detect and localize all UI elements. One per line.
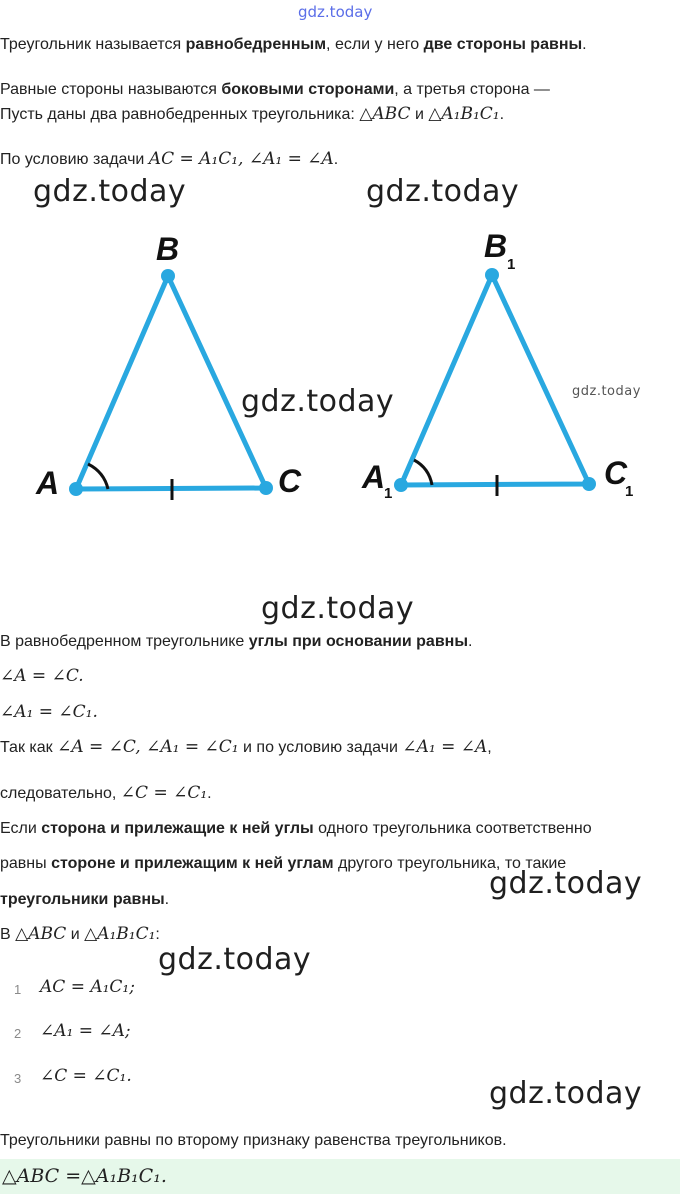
vertex-c-label: C [278, 463, 302, 499]
watermark-small: gdz.today [572, 384, 641, 399]
text: другого треугольника, то такие [333, 855, 567, 872]
angle-a-arc [88, 464, 108, 489]
text: Пусть даны два равнобедренных треугольника: [0, 106, 360, 123]
given-paragraph [0, 103, 504, 126]
math-expression: ∠A₁ = ∠A [402, 737, 488, 757]
bold-term: стороне и прилежащим к ней углам [51, 855, 334, 872]
text: , [487, 739, 492, 756]
text: : [155, 926, 160, 943]
vertex-c-dot [259, 481, 273, 495]
definition-paragraph [0, 34, 587, 56]
text: Равные стороны называются [0, 81, 222, 98]
theorem-paragraph-line3 [0, 889, 169, 911]
triangles-intro-paragraph [0, 923, 160, 946]
vertex-a1-dot [394, 478, 408, 492]
list-item-text: ∠C = ∠C₁. [40, 1066, 132, 1086]
sides-paragraph [0, 79, 550, 101]
vertex-c1-dot [582, 477, 596, 491]
text: , а третья сторона — [394, 81, 550, 98]
watermark-top: gdz.today [298, 3, 373, 21]
list-item-number: 2 [14, 1026, 22, 1041]
triangle-a1b1c1-sides [401, 275, 589, 485]
angle-a1-arc [414, 460, 432, 485]
list-item-number: 1 [14, 982, 22, 997]
property-paragraph [0, 631, 472, 653]
bold-term: равнобедренным [185, 36, 327, 53]
text: В равнобедренном треугольнике [0, 633, 249, 650]
text: и по условию задачи [238, 739, 403, 756]
theorem-paragraph-line1 [0, 818, 592, 840]
equation-angles-abc: ∠A = ∠C. [0, 666, 84, 686]
vertex-a1-label: A [362, 459, 386, 495]
text: . [207, 785, 212, 802]
text: , если у него [326, 36, 424, 53]
bold-term: сторона и прилежащие к ней углы [41, 820, 314, 837]
vertex-b-label: B [156, 231, 180, 267]
math-expression: △A₁B₁C₁ [428, 104, 500, 124]
text: следовательно, [0, 785, 121, 802]
vertex-c1-label: C [604, 455, 628, 491]
watermark: gdz.today [489, 866, 643, 901]
text: . [467, 633, 473, 650]
list-item-text: AC = A₁C₁; [40, 977, 135, 997]
text: . [582, 36, 587, 53]
bold-term: две стороны равны [423, 36, 583, 53]
text: В [0, 926, 16, 943]
text: . [499, 106, 505, 123]
triangle-a1b1c1 [361, 228, 633, 502]
list-item-number: 3 [14, 1071, 22, 1086]
math-expression: ∠C = ∠C₁ [120, 783, 208, 803]
text: По условию задачи [0, 151, 149, 168]
bold-term: треугольники равны [0, 891, 165, 908]
theorem-paragraph-line2 [0, 853, 566, 875]
condition-paragraph [0, 148, 338, 171]
watermark: gdz.today [261, 591, 415, 626]
equation-angles-a1b1c1: ∠A₁ = ∠C₁. [0, 702, 98, 722]
final-statement: Треугольники равны по второму признаку равенства треугольников. [0, 1132, 507, 1149]
watermark: gdz.today [33, 174, 187, 209]
text: Треугольник называется [0, 36, 186, 53]
math-expression: △ABC [15, 924, 67, 944]
math-expression: △ABC [359, 104, 411, 124]
reasoning-paragraph [0, 736, 492, 759]
text: Так как [0, 739, 58, 756]
vertex-a-dot [69, 482, 83, 496]
watermark: gdz.today [489, 1076, 643, 1111]
text: равны [0, 855, 52, 872]
text: и [410, 106, 429, 123]
math-expression: △A₁B₁C₁ [84, 924, 156, 944]
vertex-b1-dot [485, 268, 499, 282]
answer-box [0, 1159, 680, 1194]
vertex-b1-subscript: 1 [507, 256, 516, 273]
bold-term: боковыми сторонами [221, 81, 395, 98]
text: . [333, 151, 339, 168]
watermark: gdz.today [241, 384, 395, 419]
text: Если [0, 820, 42, 837]
vertex-b-dot [161, 269, 175, 283]
watermark: gdz.today [366, 174, 520, 209]
answer-equation: △ABC =△A₁B₁C₁. [2, 1165, 167, 1187]
math-expression: AC = A₁C₁, ∠A₁ = ∠A [148, 149, 334, 169]
bold-term: углы при основании равны [248, 633, 468, 650]
list-item-text: ∠A₁ = ∠A; [40, 1021, 131, 1041]
math-expression: ∠A = ∠C, ∠A₁ = ∠C₁ [57, 737, 239, 757]
triangle-abc [35, 231, 302, 501]
conclusion-angles-paragraph [0, 782, 212, 805]
watermark: gdz.today [158, 942, 312, 977]
triangle-abc-sides [76, 276, 266, 489]
vertex-a1-subscript: 1 [384, 485, 393, 502]
text: одного треугольника соответственно [313, 820, 592, 837]
vertex-c1-subscript: 1 [625, 483, 634, 500]
text: и [66, 926, 85, 943]
vertex-b1-label: B [484, 228, 508, 264]
text: . [164, 891, 170, 908]
vertex-a-label: A [36, 465, 60, 501]
